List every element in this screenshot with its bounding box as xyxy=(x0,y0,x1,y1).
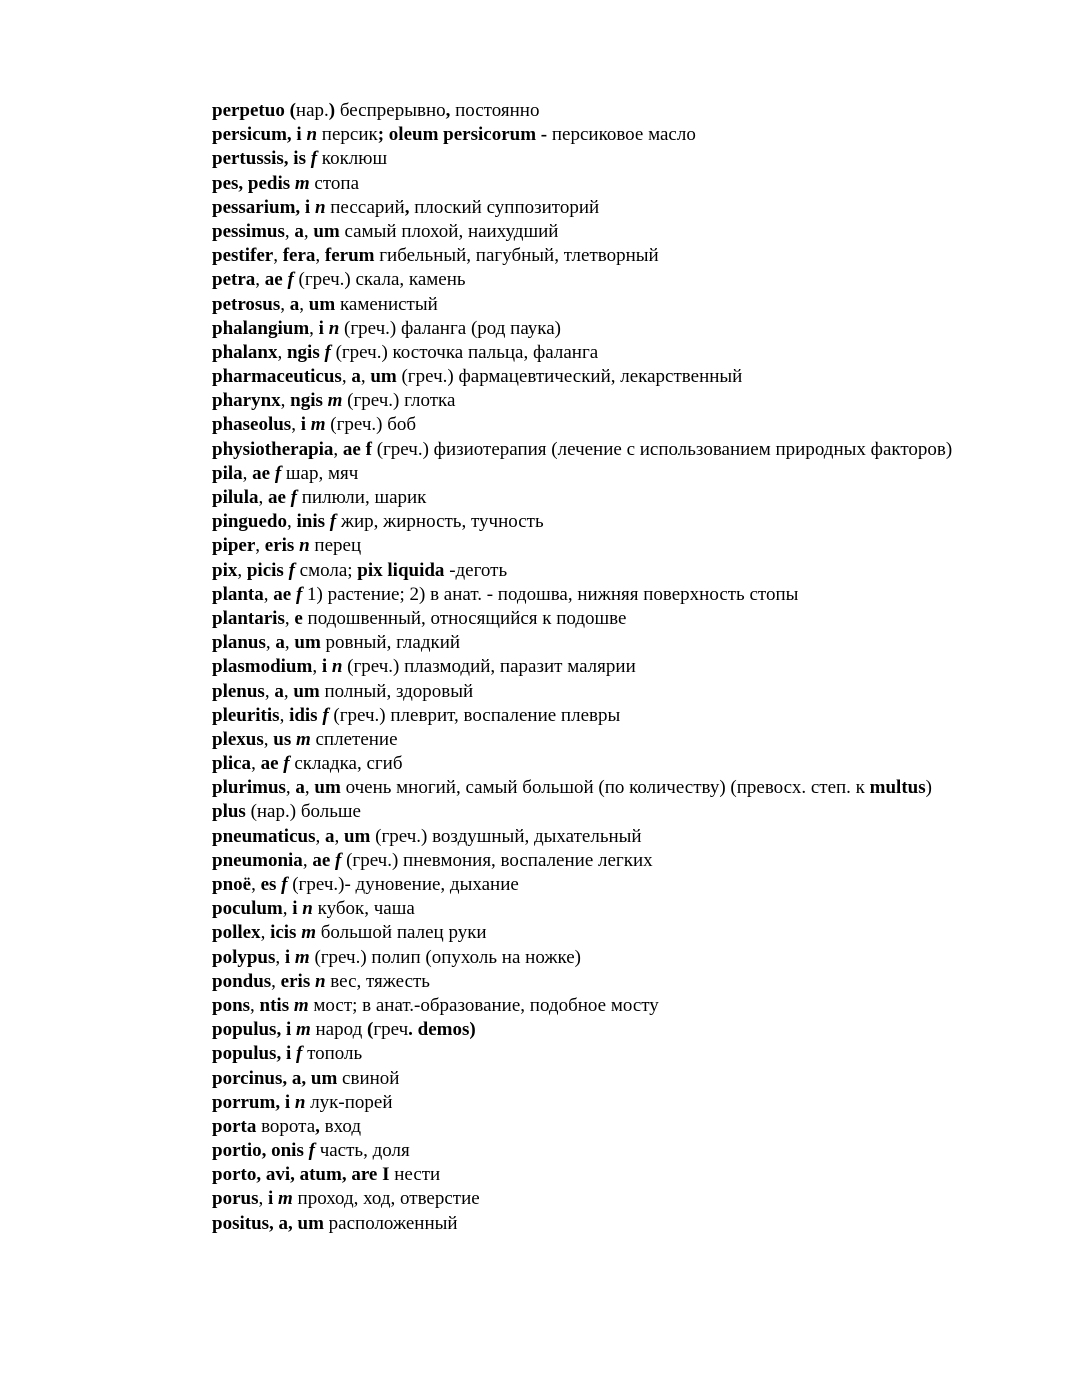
entry-text: часть, доля xyxy=(314,1140,410,1162)
entry-text: 1) растение; 2) в анат. - подошва, нижняя поверхность стопы xyxy=(302,583,799,605)
entry-term: pestifer xyxy=(212,245,274,267)
entry-term: i xyxy=(318,317,329,339)
entry-term: um xyxy=(314,777,341,799)
entry-gender: f xyxy=(281,874,288,896)
dictionary-entry xyxy=(150,413,996,437)
entry-text: нести xyxy=(389,1164,441,1186)
entry-gender: n xyxy=(306,124,318,146)
entry-text: (греч.) скала, камень xyxy=(293,269,466,291)
entry-text: складка, сгиб xyxy=(289,753,403,775)
entry-term: petra xyxy=(212,269,256,291)
entry-text: , xyxy=(315,245,325,267)
entry-text: ровный, гладкий xyxy=(320,632,461,654)
entry-text: , xyxy=(312,656,322,678)
dictionary-entry xyxy=(150,1067,996,1091)
dictionary-entry xyxy=(150,1163,996,1187)
entry-text: (нар.) больше xyxy=(245,801,361,823)
entry-text: полный, здоровый xyxy=(319,680,474,702)
entry-text: пилюли, шарик xyxy=(297,487,427,509)
entry-text: кубок, чаша xyxy=(312,898,415,920)
entry-term: ntis xyxy=(259,994,294,1016)
entry-term: eris xyxy=(264,535,300,557)
entry-text: (греч.) воздушный, дыхательный xyxy=(370,825,642,847)
entry-gender: n xyxy=(294,1091,306,1113)
dictionary-entry xyxy=(150,99,996,123)
dictionary-entry xyxy=(150,510,996,534)
dictionary-entry xyxy=(150,438,996,462)
entry-term: pes, pedis xyxy=(212,172,295,194)
entry-text: , xyxy=(282,898,293,920)
entry-term: positus, a, um xyxy=(212,1212,324,1234)
entry-text: греч xyxy=(373,1019,409,1041)
entry-text: , xyxy=(334,825,344,847)
entry-text: , xyxy=(260,922,271,944)
entry-text: , xyxy=(284,632,295,654)
entry-term: inis xyxy=(296,511,330,533)
entry-text: расположенный xyxy=(323,1212,458,1234)
entry-text: плоский суппозиторий xyxy=(409,196,600,218)
entry-text: (греч.) физиотерапия (лечение с использованием природных факторов) xyxy=(371,438,953,460)
entry-term: picis xyxy=(246,559,289,581)
entry-term: um xyxy=(294,632,321,654)
entry-text: , xyxy=(286,511,297,533)
entry-text: ) xyxy=(925,777,932,799)
entry-text: (греч.) глотка xyxy=(342,390,456,412)
dictionary-entry xyxy=(150,1042,996,1066)
entry-text: , xyxy=(237,559,247,581)
dictionary-entry xyxy=(150,534,996,558)
entry-gender: n xyxy=(314,970,326,992)
entry-text: , xyxy=(280,390,291,412)
entry-text: (греч.) боб xyxy=(325,414,417,436)
entry-term: polypus xyxy=(212,946,276,968)
entry-text: , xyxy=(284,220,295,242)
entry-gender: n xyxy=(314,196,326,218)
entry-term: eris xyxy=(280,970,315,992)
entry-term: porus xyxy=(212,1188,259,1210)
dictionary-entry xyxy=(150,607,996,631)
dictionary-entry xyxy=(150,317,996,341)
entry-text: , xyxy=(333,438,343,460)
entry-text: ворота xyxy=(256,1115,316,1137)
entry-text: сплетение xyxy=(310,728,398,750)
entry-text: (греч.) фармацевтический, лекарственный xyxy=(396,366,743,388)
entry-term: ; oleum persicorum - xyxy=(377,124,548,146)
dictionary-entry xyxy=(150,1115,996,1139)
entry-term: planta xyxy=(212,583,264,605)
entry-text: нар. xyxy=(295,100,329,121)
entry-text: шар, мяч xyxy=(281,462,359,484)
dictionary-entry xyxy=(150,897,996,921)
entry-text: (греч.) полип (опухоль на ножке) xyxy=(309,946,581,968)
entry-gender: f xyxy=(283,753,290,775)
entry-term: ( xyxy=(367,1019,374,1041)
dictionary-entry xyxy=(150,559,996,583)
entry-text: , xyxy=(251,753,261,775)
entry-text: (греч.) фаланга (род паука) xyxy=(339,317,561,339)
dictionary-entry xyxy=(150,462,996,486)
entry-term: portio, onis xyxy=(212,1140,309,1162)
dictionary-entry xyxy=(150,1212,996,1236)
entry-text: вход xyxy=(319,1115,362,1137)
entry-term: ngis xyxy=(290,390,328,412)
entry-term: plexus xyxy=(212,728,264,750)
entry-text: свиной xyxy=(337,1067,400,1089)
entry-text: очень многий, самый большой (по количеству) (превосх. степ. к xyxy=(340,777,870,799)
entry-gender: m xyxy=(293,994,309,1016)
dictionary-entry xyxy=(150,752,996,776)
dictionary-entry xyxy=(150,341,996,365)
entry-term: plurimus xyxy=(212,777,286,799)
entry-gender: f xyxy=(295,583,303,605)
entry-term: i xyxy=(267,1188,278,1210)
entry-term: physiotherapia xyxy=(212,438,334,460)
entry-text: (греч.) плазмодий, паразит малярии xyxy=(342,656,636,678)
entry-term: a xyxy=(324,825,335,847)
entry-gender: f xyxy=(329,511,337,533)
entry-term: plantaris xyxy=(212,607,285,629)
dictionary-entry xyxy=(150,994,996,1018)
entry-term: fera xyxy=(282,245,316,267)
dictionary-entry xyxy=(150,1091,996,1115)
entry-term: ) xyxy=(328,100,336,121)
dictionary-entry xyxy=(150,1018,996,1042)
entry-term: phalangium xyxy=(212,317,310,339)
entry-term: e xyxy=(294,607,303,629)
entry-text: , xyxy=(258,487,268,509)
entry-text: , xyxy=(263,728,274,750)
entry-term: plica xyxy=(212,753,252,775)
entry-term: ae xyxy=(312,849,335,871)
entry-text: , xyxy=(275,946,285,968)
entry-term: , xyxy=(404,196,410,218)
entry-text: , xyxy=(360,366,371,388)
dictionary-entry xyxy=(150,655,996,679)
entry-term: petrosus xyxy=(212,293,281,315)
entry-term: ae xyxy=(264,269,288,291)
dictionary-entry xyxy=(150,800,996,824)
entry-gender: f xyxy=(290,487,297,509)
entry-term: populus, i xyxy=(212,1043,296,1065)
dictionary-entry xyxy=(150,631,996,655)
entry-term: pneumaticus xyxy=(212,825,316,847)
entry-term: planus xyxy=(212,632,266,654)
entry-text: , xyxy=(271,970,281,992)
entry-term: pleuritis xyxy=(212,704,280,726)
entry-gender: m xyxy=(294,172,310,194)
entry-text: (греч.) косточка пальца, фаланга xyxy=(330,341,599,363)
entry-text: персиковое масло xyxy=(547,124,696,146)
entry-gender: n xyxy=(302,898,313,920)
entry-gender: m xyxy=(327,390,343,412)
entry-term: ae f xyxy=(342,438,372,460)
entry-gender: m xyxy=(301,922,316,944)
entry-term: , xyxy=(445,100,451,121)
dictionary-entry xyxy=(150,1139,996,1163)
entry-term: ferum xyxy=(324,245,375,267)
entry-text: перец xyxy=(309,535,362,557)
dictionary-entry xyxy=(150,389,996,413)
entry-text: , xyxy=(304,777,315,799)
entry-text: , xyxy=(283,680,294,702)
entry-gender: f xyxy=(274,462,282,484)
entry-text: -деготь xyxy=(444,559,508,581)
entry-term: pharmaceuticus xyxy=(212,366,342,388)
entry-gender: f xyxy=(322,704,329,726)
entry-term: poculum xyxy=(212,898,283,920)
entry-text: , xyxy=(279,704,290,726)
entry-text: коклюш xyxy=(317,148,388,170)
entry-term: um xyxy=(313,220,340,242)
entry-text: самый плохой, наихудший xyxy=(339,220,559,242)
entry-term: pharynx xyxy=(212,390,281,412)
entry-text: стопа xyxy=(309,172,360,194)
entry-term: i xyxy=(321,656,332,678)
entry-term: porrum, i xyxy=(212,1091,295,1113)
dictionary-entry xyxy=(150,583,996,607)
dictionary-entry xyxy=(150,365,996,389)
entry-term: persicum, i xyxy=(212,124,307,146)
entry-term: plenus xyxy=(212,680,265,702)
entry-text: персик xyxy=(317,124,378,146)
entry-text: беспрерывно xyxy=(335,100,446,121)
entry-term: pnoё xyxy=(212,874,252,896)
entry-term: a xyxy=(351,366,361,388)
entry-text: пессарий xyxy=(325,196,405,218)
entry-text: мост; в анат.-образование, подобное мосту xyxy=(308,994,659,1016)
entry-gender: n xyxy=(299,535,310,557)
entry-term: a xyxy=(295,777,305,799)
entry-text: , xyxy=(265,632,276,654)
entry-gender: n xyxy=(328,317,340,339)
dictionary-entry xyxy=(150,220,996,244)
entry-text: большой палец руки xyxy=(315,922,487,944)
dictionary-entry xyxy=(150,147,996,171)
dictionary-entry xyxy=(150,873,996,897)
dictionary-entry xyxy=(150,196,996,220)
entry-text: гибельный, пагубный, тлетворный xyxy=(374,245,659,267)
entry-text: подошвенный, относящийся к подошве xyxy=(302,607,627,629)
entry-text: постоянно xyxy=(450,100,540,121)
dictionary-entry xyxy=(150,946,996,970)
dictionary-entry xyxy=(150,486,996,510)
entry-term: pollex xyxy=(212,922,261,944)
entry-gender: m xyxy=(278,1188,293,1210)
entry-text: смола; xyxy=(294,559,358,581)
entry-term: es xyxy=(260,874,282,896)
entry-term: pix liquida xyxy=(357,559,445,581)
entry-gender: m xyxy=(295,1019,311,1041)
entry-text: , xyxy=(280,293,290,315)
entry-term: a xyxy=(274,680,284,702)
entry-term: , xyxy=(315,1115,320,1137)
entry-term: pessimus xyxy=(212,220,285,242)
entry-term: i xyxy=(284,946,295,968)
entry-term: um xyxy=(370,366,397,388)
entry-text: проход, ход, отверстие xyxy=(292,1188,480,1210)
entry-term: um xyxy=(343,825,371,847)
entry-term: i xyxy=(292,898,303,920)
entry-text: , xyxy=(285,777,296,799)
entry-term: ae xyxy=(273,583,296,605)
entry-term: pons xyxy=(212,994,251,1016)
entry-term: a xyxy=(289,293,300,315)
dictionary-entry xyxy=(150,825,996,849)
entry-term: plasmodium xyxy=(212,656,313,678)
entry-term: perpetuo ( xyxy=(212,100,296,121)
entry-text: , xyxy=(303,220,314,242)
entry-term: pinguedo xyxy=(212,511,287,533)
entry-text: , xyxy=(299,293,309,315)
entry-term: a xyxy=(294,220,304,242)
dictionary-entry xyxy=(150,172,996,196)
entry-term: ae xyxy=(260,753,284,775)
entry-term: pondus xyxy=(212,970,272,992)
entry-term: pessarium, i xyxy=(212,196,315,218)
entry-term: us xyxy=(273,728,296,750)
entry-text: , xyxy=(251,874,261,896)
entry-gender: m xyxy=(310,414,326,436)
entry-term: piper xyxy=(212,535,256,557)
entry-term: multus xyxy=(869,777,926,799)
entry-term: porto, avi, atum, are I xyxy=(212,1164,390,1186)
dictionary-entry xyxy=(150,680,996,704)
dictionary-entry xyxy=(150,970,996,994)
entry-text: , xyxy=(277,341,287,363)
dictionary-entry xyxy=(150,244,996,268)
entry-text: , xyxy=(284,607,295,629)
entry-term: um xyxy=(308,293,336,315)
entry-term: phalanx xyxy=(212,341,278,363)
entry-text: , xyxy=(255,535,265,557)
entry-term: pilula xyxy=(212,487,259,509)
entry-term: pertussis, is xyxy=(212,148,311,170)
entry-term: a xyxy=(275,632,285,654)
entry-text: народ xyxy=(310,1019,367,1041)
entry-term: . demos) xyxy=(408,1019,476,1041)
entry-text: тополь xyxy=(302,1043,363,1065)
entry-term: porta xyxy=(212,1115,257,1137)
entry-term: i xyxy=(300,414,311,436)
entry-text: лук-порей xyxy=(305,1091,393,1113)
entry-term: idis xyxy=(289,704,323,726)
entry-term: ae xyxy=(267,487,291,509)
entry-term: um xyxy=(293,680,320,702)
entry-gender: f xyxy=(310,148,318,170)
entry-term: populus, i xyxy=(212,1019,296,1041)
entry-text: , xyxy=(309,317,319,339)
entry-text: , xyxy=(341,366,352,388)
entry-term: icis xyxy=(270,922,302,944)
entry-term: plus xyxy=(212,801,246,823)
dictionary-entry xyxy=(150,123,996,147)
dictionary-entry-list xyxy=(150,99,996,1236)
entry-text: (греч.) пневмония, воспаление легких xyxy=(341,849,653,871)
dictionary-entry xyxy=(150,268,996,292)
entry-term: ae xyxy=(252,462,275,484)
entry-gender: m xyxy=(295,728,311,750)
entry-term: pix xyxy=(212,559,238,581)
entry-text: (греч.)- дуновение, дыхание xyxy=(287,874,519,896)
entry-text: , xyxy=(291,414,301,436)
dictionary-entry xyxy=(150,704,996,728)
dictionary-entry xyxy=(150,293,996,317)
entry-gender: m xyxy=(294,946,310,968)
dictionary-entry xyxy=(150,921,996,945)
entry-gender: f xyxy=(295,1043,303,1065)
entry-text: вес, тяжесть xyxy=(325,970,430,992)
entry-text: , xyxy=(302,849,313,871)
entry-gender: f xyxy=(288,559,295,581)
entry-text: каменистый xyxy=(335,293,438,315)
entry-term: phaseolus xyxy=(212,414,292,436)
entry-text: , xyxy=(263,583,274,605)
entry-text: , xyxy=(264,680,275,702)
entry-text: , xyxy=(258,1188,268,1210)
dictionary-entry xyxy=(150,776,996,800)
entry-term: pneumonia xyxy=(212,849,303,871)
entry-gender: f xyxy=(335,849,342,871)
entry-term: ngis xyxy=(286,341,325,363)
dictionary-entry xyxy=(150,849,996,873)
entry-term: pila xyxy=(212,462,243,484)
dictionary-entry xyxy=(150,1187,996,1211)
entry-gender: f xyxy=(308,1140,315,1162)
dictionary-entry xyxy=(150,728,996,752)
entry-text: , xyxy=(250,994,260,1016)
entry-text: , xyxy=(242,462,253,484)
entry-text: (греч.) плеврит, воспаление плевры xyxy=(328,704,621,726)
entry-text: , xyxy=(255,269,265,291)
entry-term: porcinus, a, um xyxy=(212,1067,338,1089)
entry-text: , xyxy=(273,245,283,267)
entry-text: , xyxy=(315,825,325,847)
entry-text: жир, жирность, тучность xyxy=(336,511,544,533)
entry-gender: n xyxy=(331,656,343,678)
entry-gender: f xyxy=(287,269,294,291)
entry-gender: f xyxy=(324,341,331,363)
